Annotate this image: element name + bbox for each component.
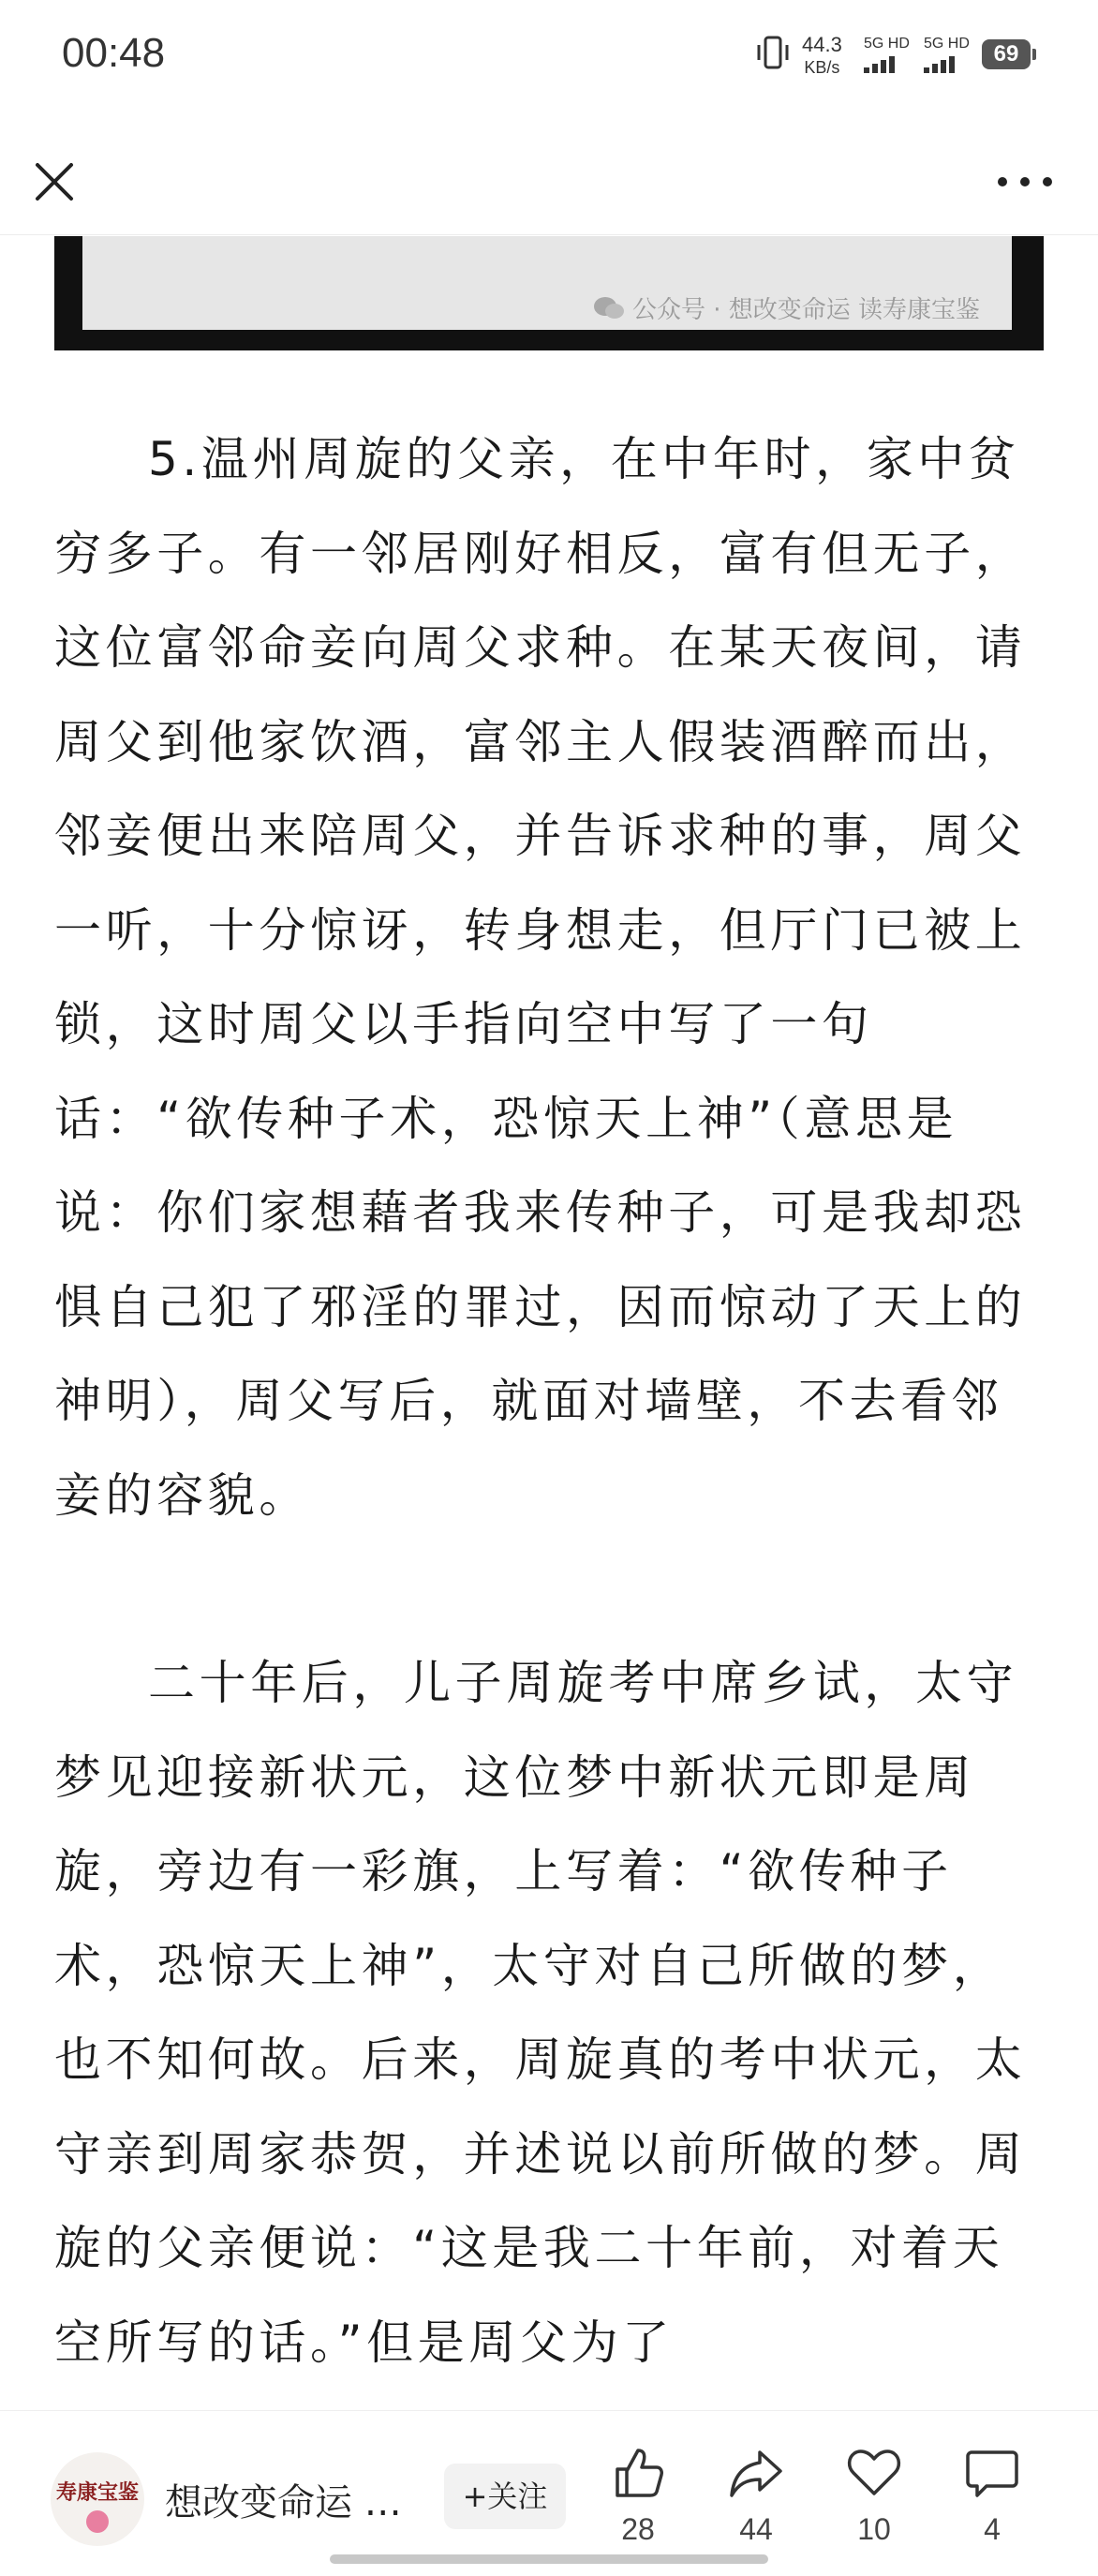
vibrate-icon bbox=[754, 36, 792, 69]
avatar-text: 寿康宝鉴 bbox=[55, 2480, 139, 2505]
share-icon bbox=[728, 2445, 784, 2501]
bottom-action-bar bbox=[0, 2410, 1098, 2576]
watermark-text: 公众号 · 想改变命运 读寿康宝鉴 bbox=[631, 296, 980, 324]
article-paragraph: 二十年后，儿子周旋考中席乡试，太守梦见迎接新状元，这位梦中新状元即是周旋，旁边有一彩旗，上写着：“欲传种子术，恐惊天上神”，太守对自己所做的梦，也不知何故。后来，周旋真的考中状元，太守亲到周家恭贺，并述说以前所做的梦。周旋的父亲便说：“这是我二十年前，对着天空所写的话。”但是周父为了 bbox=[54, 1656, 1027, 2370]
share-count: 44 bbox=[739, 2512, 773, 2546]
article-paragraph: 5.温州周旋的父亲，在中年时，家中贫穷多子。有一邻居刚好相反，富有但无子，这位富邻命妾向周父求种。在某天夜间，请周父到他家饮酒，富邻主人假装酒醉而出，邻妾便出来陪周父，并告诉求种的事，周父一听，十分惊讶，转身想走，但厅门已被上锁，这时周父以手指向空中写了一句话：“欲传种子术，恐惊天上神”（意思是说：你们家想藉者我来传种子，可是我却恐惧自己犯了邪淫的罪过，因而惊动了天上的神明），周父写后，就面对墙壁，不去看邻妾的容貌。 bbox=[54, 432, 1027, 1523]
article-image-content bbox=[82, 236, 1012, 330]
share-button[interactable] bbox=[714, 2445, 798, 2547]
favorite-button[interactable] bbox=[832, 2445, 916, 2547]
article-body bbox=[54, 412, 1046, 2390]
network-speed-value: 44.3 bbox=[802, 33, 842, 56]
flower-icon bbox=[86, 2510, 109, 2533]
thumbs-up-icon bbox=[610, 2445, 666, 2501]
network-speed bbox=[802, 34, 842, 79]
sim1-signal bbox=[864, 36, 910, 73]
battery-indicator: 69 bbox=[982, 39, 1031, 69]
status-time: 00:48 bbox=[62, 30, 166, 76]
home-indicator[interactable] bbox=[330, 2554, 768, 2564]
comment-button[interactable] bbox=[950, 2445, 1034, 2547]
sim2-signal bbox=[924, 36, 970, 73]
article-image[interactable] bbox=[54, 236, 1044, 350]
comment-icon bbox=[964, 2445, 1020, 2501]
like-button[interactable] bbox=[596, 2445, 680, 2547]
close-icon[interactable] bbox=[32, 159, 77, 204]
nav-divider bbox=[0, 234, 1098, 235]
heart-icon bbox=[846, 2445, 902, 2501]
wechat-icon bbox=[593, 295, 625, 321]
sim2-label: 5G HD bbox=[924, 36, 970, 52]
sim1-label: 5G HD bbox=[864, 36, 910, 52]
signal-bars-icon bbox=[924, 56, 970, 73]
comment-count: 4 bbox=[984, 2512, 1001, 2546]
network-speed-unit: KB/s bbox=[804, 58, 840, 77]
account-name[interactable]: 想改变命运 … bbox=[165, 2481, 402, 2524]
avatar[interactable] bbox=[51, 2452, 144, 2546]
favorite-count: 10 bbox=[857, 2512, 891, 2546]
signal-bars-icon bbox=[864, 56, 910, 73]
status-bar bbox=[0, 0, 1098, 112]
like-count: 28 bbox=[621, 2512, 655, 2546]
follow-button[interactable]: +关注 bbox=[444, 2464, 566, 2529]
image-watermark bbox=[593, 290, 980, 325]
more-icon[interactable] bbox=[991, 165, 1059, 199]
